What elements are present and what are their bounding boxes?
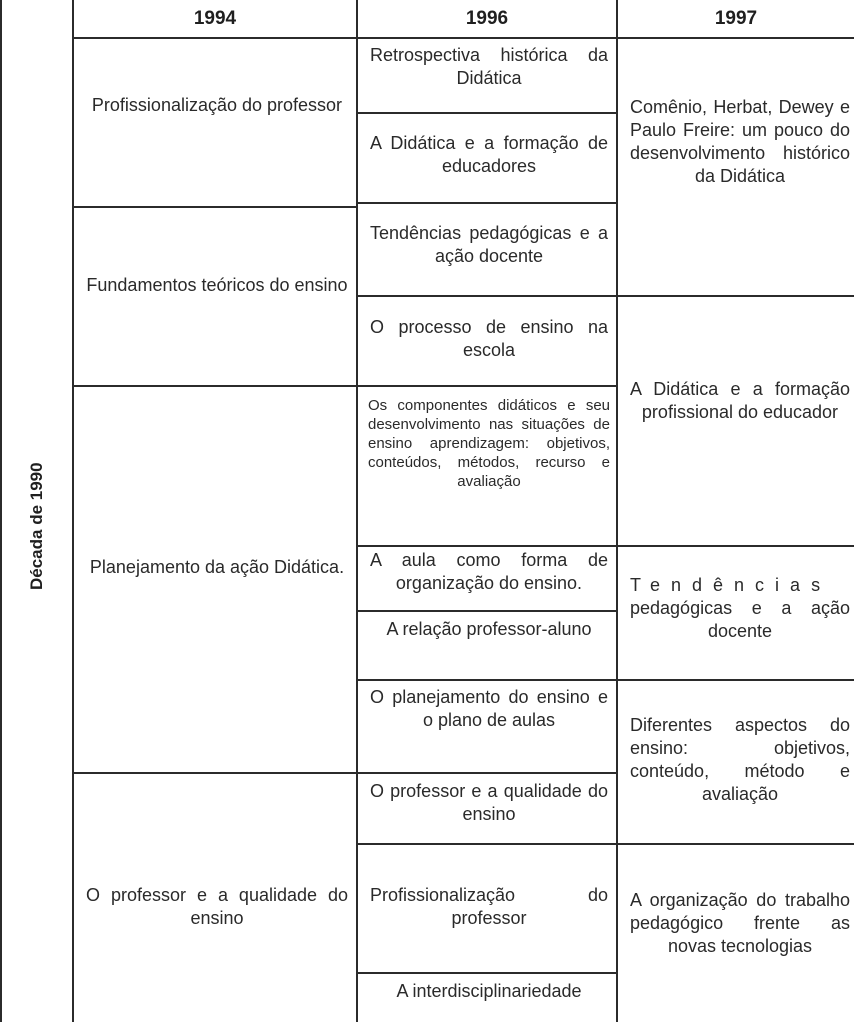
cell-1997-diferentes-aspectos: Diferentes aspectos do ensino: objetivos, conteúdo, método e avaliação [630,715,850,804]
cell-1996-interdisciplinariedade: A interdisciplinariedade [396,981,582,1001]
cell-1996-relacao: A relação professor-aluno [386,619,592,639]
header-1997: 1997 [714,8,758,29]
cell-1996-aula: A aula como forma de organização do ensino. [370,550,608,593]
cell-1996-professor-qualidade: O professor e a qualidade do ensino [370,781,608,824]
cell-1994-planejamento: Planejamento da ação Didática. [89,557,345,577]
tendencias-rest: pedagógicas e a ação docente [630,598,850,641]
cell-1994-profissionalizacao: Profissionalização do professor [91,95,343,115]
cell-1997-tendencias [618,570,854,654]
cell-1996-retrospectiva: Retrospectiva histórica da Didática [370,45,608,88]
cell-1994-fundamentos: Fundamentos teóricos do ensino [86,275,348,295]
tendencias-word: Tendências [630,575,832,595]
header-1994: 1994 [193,8,237,29]
cell-1997-comenio: Comênio, Herbat, Dewey e Paulo Freire: um pouco do desenvolvimento histórico da Didática [630,97,850,186]
cell-1996-tendencias: Tendências pedagógicas e a ação docente [370,223,608,266]
cell-1996-processo-ensino: O processo de ensino na escola [370,317,608,360]
cell-1996-componentes: Os componentes didáticos e seu desenvolvimento nas situações de ensino aprendizagem: objetivos, conteúdos, métodos, recurso e avaliação [368,397,610,490]
cell-1996-planejamento: O planejamento do ensino e o plano de aulas [370,687,608,730]
cell-1997-organizacao: A organização do trabalho pedagógico frente as novas tecnologias [630,890,850,956]
decade-label: Década de 1990 [27,462,46,590]
cell-1996-didatica-formacao: A Didática e a formação de educadores [370,133,608,176]
cell-1994-professor-qualidade: O professor e a qualidade do ensino [86,885,348,928]
cell-1997-didatica-formacao: A Didática e a formação profissional do educador [630,379,850,422]
cell-1996-profissionalizacao: Profissionalização do professor [370,885,608,928]
header-1996: 1996 [465,8,509,29]
